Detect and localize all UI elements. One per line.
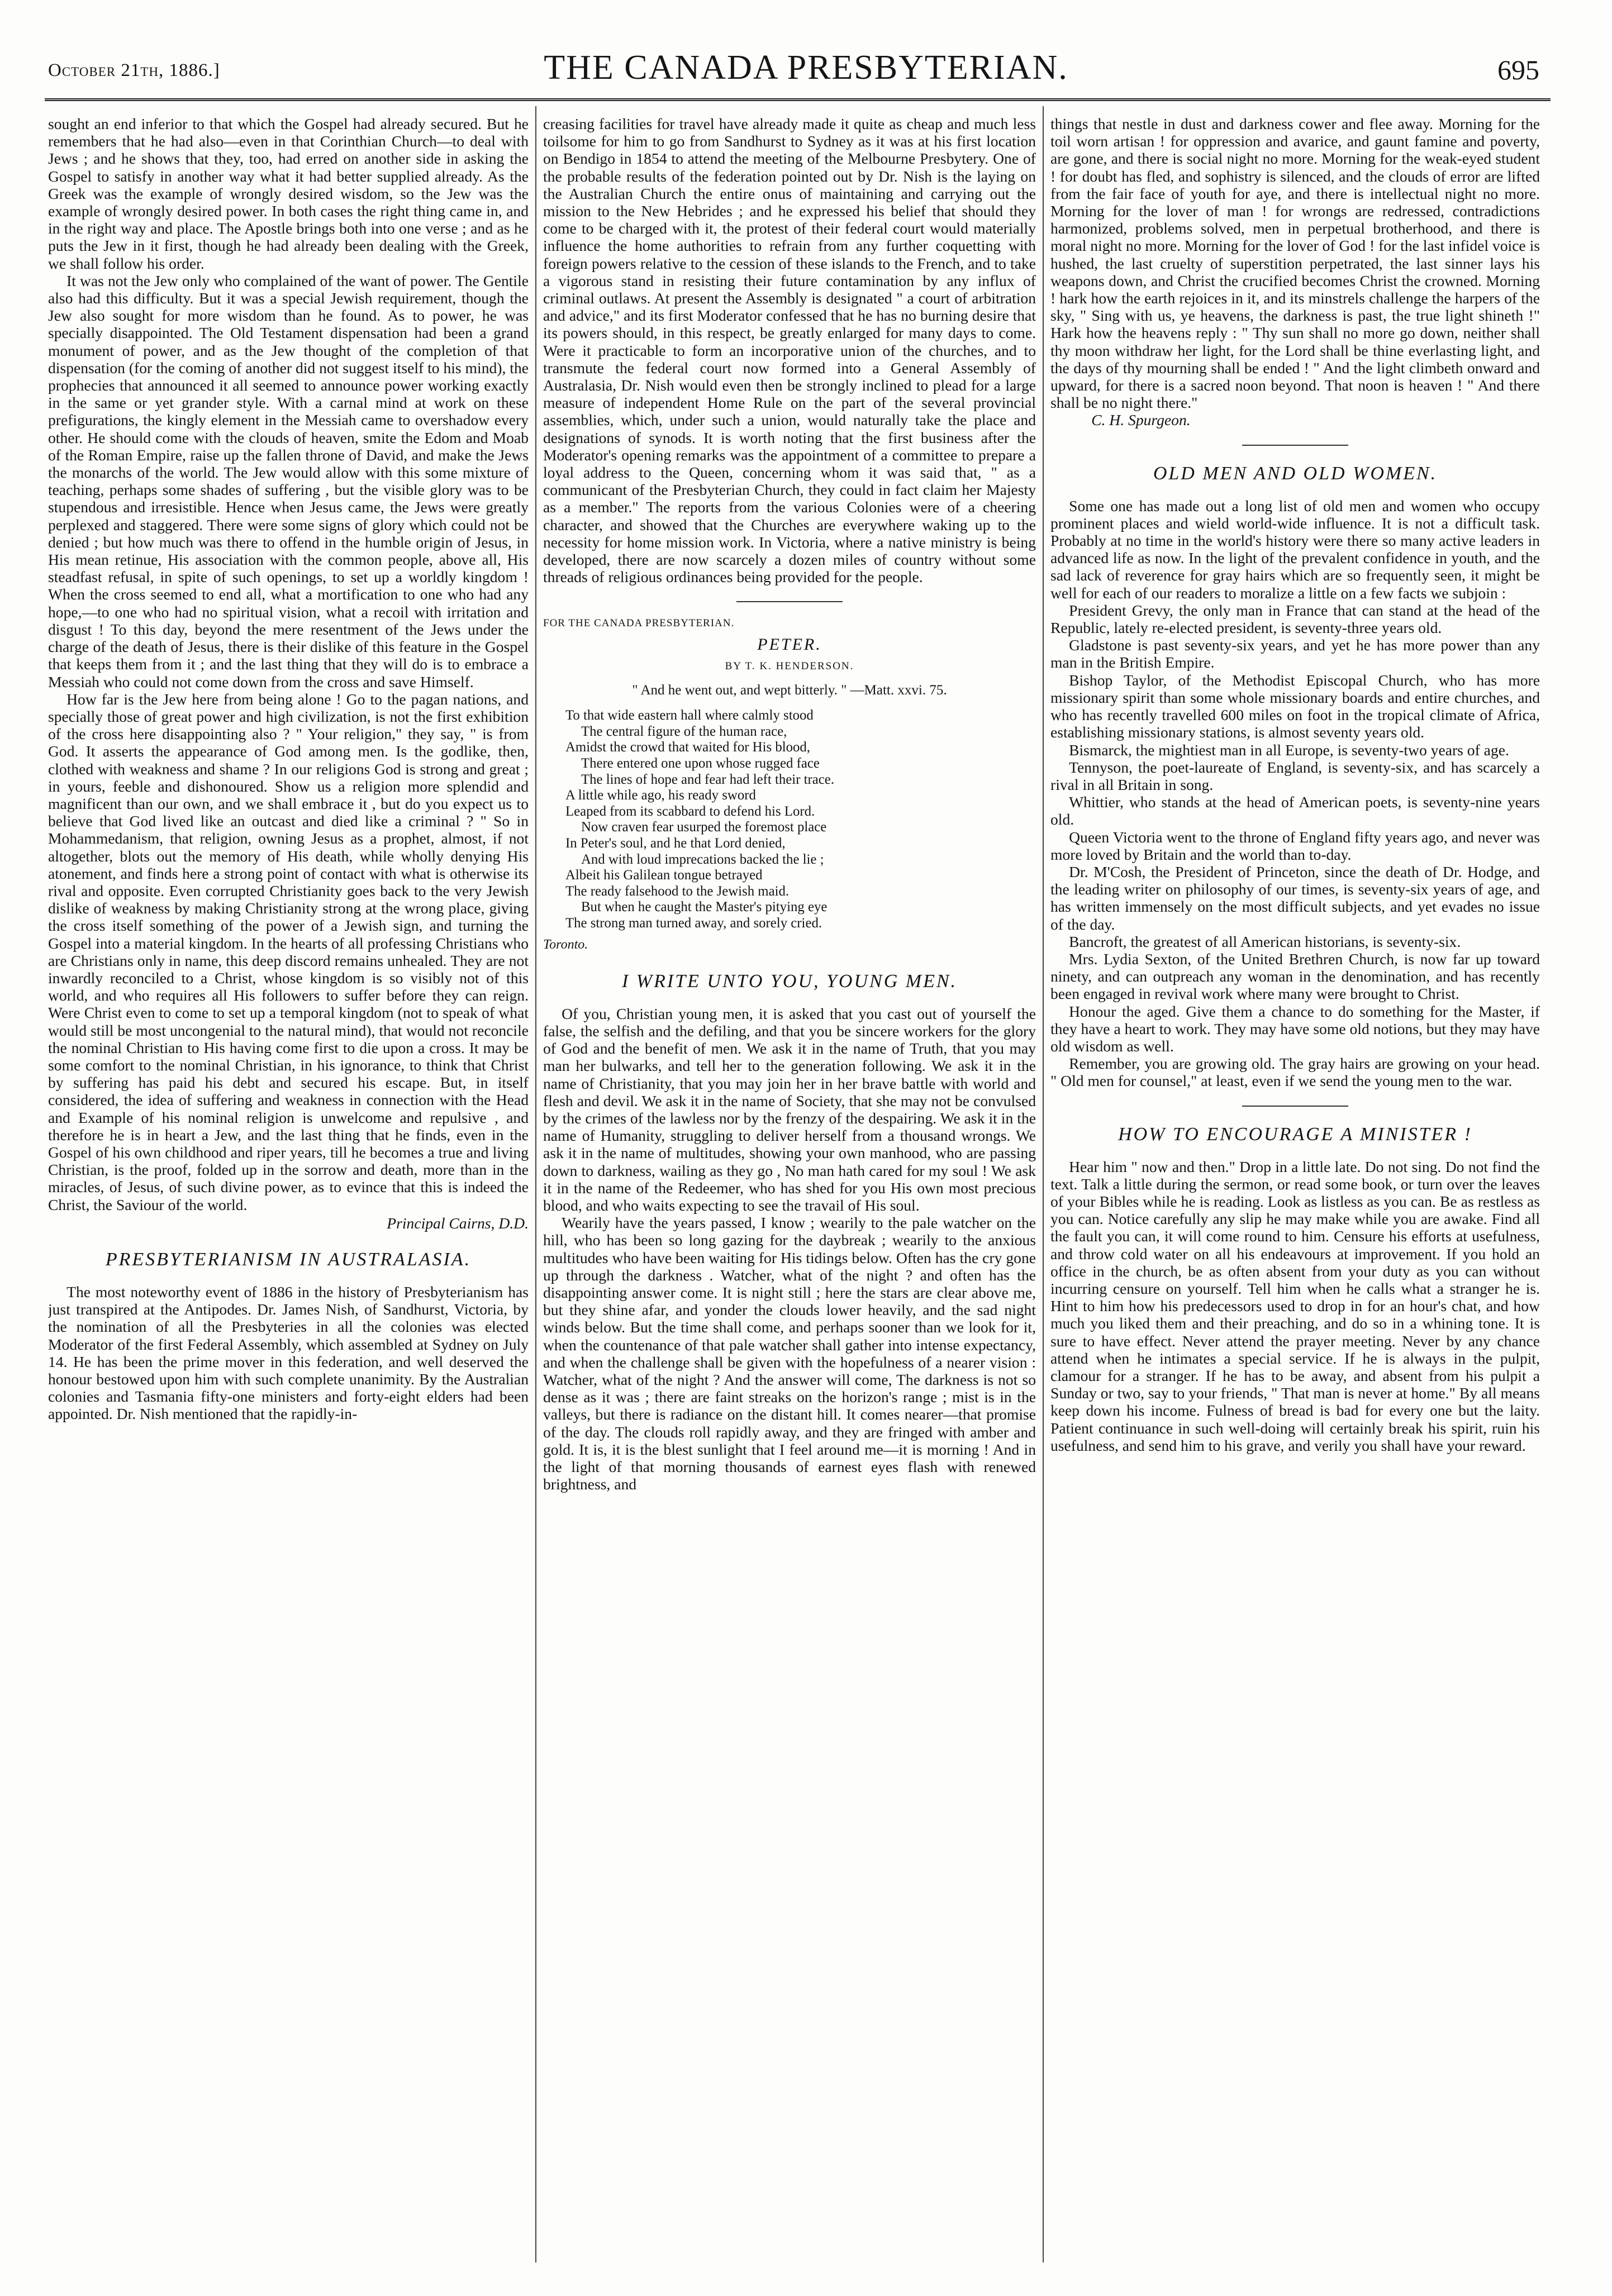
- article-paragraph: President Grevy, the only man in France that can stand at the head of the Republic, lately re-elected president, is seventy-three years old.: [1050, 601, 1540, 637]
- poem-line: Now craven fear usurped the foremost place: [581, 820, 827, 835]
- poem-line: And with loud imprecations backed the lie ;: [581, 851, 824, 867]
- newspaper-title: THE CANADA PRESBYTERIAN.: [544, 49, 1068, 87]
- issue-date: October 21th, 1886.]: [48, 60, 220, 80]
- poem-line: There entered one upon whose rugged face: [581, 756, 820, 771]
- article-paragraph: Wearily have the years passed, I know ; wearily to the pale watcher on the hill, who has been so long gazing for the daybreak ; wearily to the anxious multitudes who have been waiting for His tidings below. Often has the cry gone up through the darkness . Watcher, what of the night ? and often has the disappointing answer come. It is night still ; here the stars are clear above me, but they shine afar, and yonder the clouds lower heavily, and the sad night winds below. But the time shall come, and perhaps sooner than we look for it, when the countenance of that pale watcher shall gather into intense expectancy, and when the challenge shall be given with the hopefulness of a nearer vision : Watcher, what of the night ? And the answer will come, The darkness is not so dense as it was ; there are faint streaks on the horizon's range ; mist is in the valleys, but there is radiance on the distant hill. It comes nearer—that promise of the day. The clouds roll rapidly away, and they are fringed with amber and gold. It is, it is the blest sunlight that I feel around me—it is morning ! And in the light of that morning thousands of earnest eyes flash with renewed brightness, and: [543, 1214, 1036, 1493]
- article-paragraph: Bancroft, the greatest of all American historians, is seventy-six.: [1069, 932, 1461, 950]
- article-signature: Principal Cairns, D.D.: [387, 1214, 529, 1232]
- column-3: [1050, 115, 1540, 2271]
- article-signature: C. H. Spurgeon.: [1091, 411, 1191, 429]
- article-paragraph: Dr. M'Cosh, the President of Princeton, since the death of Dr. Hodge, and the leading writer on philosophy of our times, is seventy-six years of age, and has written immensely on the most difficult subjects, and yet evades no issue of the day.: [1050, 863, 1540, 933]
- column-divider: [1043, 106, 1044, 2262]
- poem-body: [565, 708, 1036, 931]
- poem-epigraph: " And he went out, and wept bitterly. " —Matt. xxvi. 75.: [632, 683, 947, 698]
- article-paragraph: Whittier, who stands at the head of American poets, is seventy-nine years old.: [1050, 793, 1540, 828]
- article-paragraph: Gladstone is past seventy-six years, and yet he has more power than any man in the British Empire.: [1050, 636, 1540, 671]
- section-rule: [736, 601, 843, 602]
- article-paragraph: creasing facilities for travel have already made it quite as cheap and much less toilsome for him to go from Sandhurst to Sydney as it was at his first location on Bendigo in 1854 to attend the meeting of the Melbourne Presbytery. One of the probable results of the federation pointed out by Dr. Nish is the laying on the Australian Church the entire onus of maintaining and carrying out the mission to the New Hebrides ; and he expressed his belief that should they come to be charged with it, the protest of their federal court would materially influence the home authorities to refrain from any further coquetting with foreign powers relative to the cession of these islands to the French, and to take a vigorous stand in resisting their future contamination by any influx of criminal outlaws. At present the Assembly is designated " a court of arbitration and advice," and its first Moderator confessed that he has no burning desire that its powers should, in this respect, be greatly enlarged for many days to come. Were it practicable to form an incorporative union of the churches, and to transmute the federal court now formed into a General Assembly of Australasia, Dr. Nish would even then be strongly inclined to plead for a large measure of independent Home Rule on the part of the several provincial assemblies, which, under such a union, would naturally take the place and designations of synods. It is worth noting that the first business after the Moderator's opening remarks was the appointment of a committee to prepare a loyal address to the Queen, concerning whom it was said that, " as a communicant of the Presbyterian Church, they could in fact claim her Majesty as a member." The reports from the various Colonies were of a cheering character, and showed that the Churches are everywhere waking up to the necessity for home mission work. In Victoria, where a native ministry is being developed, there are now scarcely a dozen miles of country without some threads of religious ordinances being provided for the people.: [543, 115, 1036, 586]
- column-divider: [535, 106, 536, 2262]
- article-paragraph: Tennyson, the poet-laureate of England, is seventy-six, and has scarcely a rival in all Britain in song.: [1050, 758, 1540, 793]
- poem-line: Amidst the crowd that waited for His blood,: [565, 740, 811, 755]
- poem-credit-line: FOR THE CANADA PRESBYTERIAN.: [543, 617, 735, 630]
- poem-line: Leaped from its scabbard to defend his Lord.: [565, 803, 815, 819]
- article-paragraph: How far is the Jew here from being alone ! Go to the pagan nations, and specially those of great power and high civilization, is not the first exhibition of the cross here disappointing also ? " Your religion," they say, " is from God. It asserts the appearance of God among men. Is the godlike, then, clothed with weakness and shame ? In our religions God is strong and great ; in yours, feeble and dishonoured. Show us a religion more splendid and magnificent than our own, and we shall embrace it , but do you expect us to believe that God lived like an outcast and died like a criminal ? " So in Mohammedanism, that religion, owning Jesus as a prophet, almost, if not altogether, blots out the memory of His death, while wholly denying His atonement, and finds here a strong point of contact with what is otherwise its rival and opposite. Even corrupted Christianity goes back to the very Jewish dislike of weakness by making Christianity strong at the wrong place, giving the cross itself something of the power of a Jewish sign, and turning the Gospel into a material kingdom. In the hearts of all professing Christians who are Christians only in name, this deep discord remains unhealed. They are not inwardly reconciled to a Christ, whose kingdom is so visibly not of this world, and who requires all His followers to suffer before they can reign. Were Christ even to come to set up a temporal kingdom (not to speak of what would still be most uncongenial to the natural mind), that would not reconcile the nominal Christian to His having come first to die upon a cross. It may be some comfort to the nominal Christian, in his ignorance, to think that Christ by suffering has paid his debt and secured his escape. But, in itself considered, the idea of suffering and weakness in connection with the Head and Example of his nominal religion is unwelcome and repulsive , and therefore he is in heart a Jew, and the last thing that he finds, even in the Gospel of his own childhood and riper years, till he becomes a true and living Christian, is the proof, folded up in the sorrow and death, more than in the miracles, of Jesus, of such divine power, as to evince that this is indeed the Christ, the Saviour of the world.: [48, 690, 529, 1213]
- article-paragraph: Some one has made out a long list of old men and women who occupy prominent places and wield world-wide influence. It is not a difficult task. Probably at no time in the world's history were there so many active leaders in advanced life as now. In the light of the prevalent confidence in youth, and the sad lack of reverence for gray hairs which are so frequently seen, it might be well for each of our readers to moralize a little on a few facts we subjoin :: [1050, 497, 1540, 602]
- header-rule: [45, 98, 1551, 101]
- section-rule: [1242, 1106, 1348, 1107]
- poem-line: The ready falsehood to the Jewish maid.: [565, 883, 790, 899]
- article-paragraph: Honour the aged. Give them a chance to do something for the Master, if they have a heart to work. They may have some old notions, but they may have old wisdom as well.: [1050, 1002, 1540, 1055]
- section-rule: [1242, 445, 1348, 446]
- poem-byline: BY T. K. HENDERSON.: [725, 660, 854, 672]
- column-1: [48, 115, 529, 2271]
- poem-line: The central figure of the human race,: [581, 723, 787, 739]
- poem-title: PETER.: [757, 635, 822, 654]
- poem-line: In Peter's soul, and he that Lord denied,: [565, 836, 786, 851]
- article-paragraph: Queen Victoria went to the throne of England fifty years ago, and never was more loved by Britain and the world than to-day.: [1050, 828, 1540, 863]
- poem-line: But when he caught the Master's pitying eye: [581, 899, 828, 915]
- article-paragraph: It was not the Jew only who complained of the want of power. The Gentile also had this difficulty. But it was a special Jewish requirement, though the Jew also sought for more wisdom than he found. As to power, he was specially disappointed. The Old Testament dispensation had been a grand monument of power, and as the Jew thought of the completion of that dispensation (for the coming of another did not suggest itself to his mind), the prophecies that announced it all seemed to announce power working exactly in the same or yet grander style. With a carnal mind at work on these prefigurations, the kingly element in the Messiah came to overshadow every other. He should come with the clouds of heaven, smite the Edom and Moab of the Roman Empire, raise up the fallen throne of David, and make the Jews the monarchs of the world. The Jew would allow with this some mixture of teaching, perhaps some shades of suffering , but the visible glory was to be stupendous and irresistible. Hence when Jesus came, the Jews were greatly perplexed and staggered. There were some signs of glory which could not be denied ; but how much was there to offend in the humble origin of Jesus, in His mean retinue, His association with the common people, above all, His steadfast refusal, in spite of such openings, to set up a worldly kingdom ! When the cross seemed to end all, what a mortification to one who had any hope,—to one who had no spiritual vision, what a recoil with irritation and disgust ! To this day, beyond the mere resentment of the Jews under the charge of the death of Jesus, there is their dislike of this feature in the Gospel that keeps them from it ; and the last thing that they will do is to embrace a Messiah who could not come down from the cross and save Himself.: [48, 271, 529, 690]
- article-paragraph: Bismarck, the mightiest man in all Europe, is seventy-two years of age.: [1069, 741, 1509, 759]
- poem-line: Albeit his Galilean tongue betrayed: [565, 868, 763, 883]
- article-paragraph: Bishop Taylor, of the Methodist Episcopal Church, who has more missionary spirit than some whole missionary boards and entire churches, and who has recently travelled 600 miles on foot in the tropical climate of Africa, establishing missionary stations, is almost seventy years old.: [1050, 671, 1540, 741]
- poem-line: A little while ago, his ready sword: [565, 788, 756, 803]
- poem-place: Toronto.: [543, 937, 588, 952]
- article-paragraph: Remember, you are growing old. The gray hairs are growing on your head. " Old men for counsel," at least, even if we send the young men to the war.: [1050, 1055, 1540, 1090]
- column-2: [543, 115, 1036, 2271]
- article-paragraph: things that nestle in dust and darkness cower and flee away. Morning for the toil worn artisan ! for oppression and avarice, and gaunt famine and poverty, are gone, and there is social night no more. Morning for the weak-eyed student ! for doubt has fled, and sophistry is silenced, and the clouds of error are lifted from the fair face of youth for aye, and there is intellectual night no more. Morning for the lover of man ! for wrongs are redressed, contradictions harmonized, problems solved, men in perpetual brotherhood, and there is moral night no more. Morning for the lover of God ! for the last infidel voice is hushed, the last cruelty of superstition perpetrated, the last sinner lays his weapons down, and Christ the crucified becomes Christ the crowned. Morning ! hark how the earth rejoices in it, and its minstrels challenge the harpers of the sky, " Sing with us, ye heavens, the darkness is past, the true light shineth !" Hark how the heavens reply : " Thy sun shall no more go down, neither shall thy moon withdraw her light, for the Lord shall be thine everlasting light, and the days of thy mourning shall be ended ! " And the light climbeth onward and upward, for there is a sacred noon beyond. That noon is heaven ! " And there shall be no night there.": [1050, 115, 1540, 412]
- page-number: 695: [1497, 54, 1539, 85]
- article-paragraph: Mrs. Lydia Sexton, of the United Brethren Church, is now far up toward ninety, and can outpreach any woman in the denomination, and has recently been engaged in revival work where many were brought to Christ.: [1050, 950, 1540, 1003]
- poem-line: The lines of hope and fear had left their trace.: [581, 771, 835, 787]
- article-paragraph: The most noteworthy event of 1886 in the history of Presbyterianism has just transpired at the Antipodes. Dr. James Nish, of Sandhurst, Victoria, by the nomination of all the Presbyteries in all the colonies was elected Moderator of the first Federal Assembly, which assembled at Sydney on July 14. He has been the prime mover in this federation, and well deserved the honour bestowed upon him with such complete unanimity. By the Australian colonies and Tasmania fifty-one ministers and forty-eight elders had been appointed. Dr. Nish mentioned that the rapidly-in-: [48, 1283, 529, 1423]
- article-paragraph: Hear him " now and then." Drop in a little late. Do not sing. Do not find the text. Talk a little during the sermon, or read some book, or turn over the leaves of your Bibles while he is reading. Look as listless as you can. Be as restless as you can. Notice carefully any slip he may make while you are awake. Find all the fault you can, it will come round to him. Censure his efforts at usefulness, and throw cold water on all his endeavours at improvement. If you hold an office in the church, be as often absent from your duty as you can without incurring censure on yourself. Tell him when he calls what a stranger he is. Hint to him how his predecessors used to drop in for an hour's chat, and how much you liked them and their preaching, and do so in a whining tone. It is sure to have effect. Never attend the prayer meeting. Never by any chance attend when he intimates a special service. If he is always in the pulpit, clamour for a stranger. If he has to be away, and absent from his pulpit a Sunday or two, say to your friends, " That man is never at home." By all means keep down his income. Fulness of bread is bad for every one but the laity. Patient continuance in such well-doing will certainly break his spirit, ruin his usefulness, and send him to his grave, and verily you shall have your reward.: [1050, 1157, 1540, 1454]
- article-paragraph: sought an end inferior to that which the Gospel had already secured. But he remembers that he had also—even in that Corinthian Church—to deal with Jews ; and he shows that they, too, had erred on another side in asking the Gospel to satisfy in another way what it had better supplied already. As the Greek was the example of wrongly desired wisdom, so the Jew was the example of wrongly desired power. In both cases the right thing came in, and in the right way and place. The Apostle brings both into one verse ; and as he puts the Jew in it first, though he had already been dealing with the Greek, we shall follow his order.: [48, 115, 529, 272]
- section-title-presbyterianism: PRESBYTERIANISM IN AUSTRALASIA.: [105, 1249, 472, 1270]
- article-paragraph: Of you, Christian young men, it is asked that you cast out of yourself the false, the selfish and the defiling, and that you be sincere workers for the glory of God and the benefit of men. We ask it in the name of Truth, that you may man her bulwarks, and tell her to the generation following. We ask it in the name of Christianity, that you may join her in her brave battle with world and flesh and devil. We ask it in the name of Society, that she may not be convulsed by the crimes of the lawless nor by the frenzy of the despairing. We ask it in the name of Humanity, struggling to deliver herself from a thousand wrongs. We ask it in the name of multitudes, showing your own manhood, who are passing down to darkness, wailing as they go , No man hath cared for my soul ! We ask it in the name of the Redeemer, who has shed for you His own most precious blood, and who waits expecting to see the travail of His soul.: [543, 1004, 1036, 1214]
- section-title-young-men: I WRITE UNTO YOU, YOUNG MEN.: [621, 970, 958, 992]
- poem-line: To that wide eastern hall where calmly stood: [565, 708, 814, 723]
- poem-line: The strong man turned away, and sorely cried.: [565, 916, 822, 931]
- section-title-encourage-minister: HOW TO ENCOURAGE A MINISTER !: [1118, 1123, 1472, 1145]
- section-title-old-men: OLD MEN AND OLD WOMEN.: [1153, 463, 1438, 484]
